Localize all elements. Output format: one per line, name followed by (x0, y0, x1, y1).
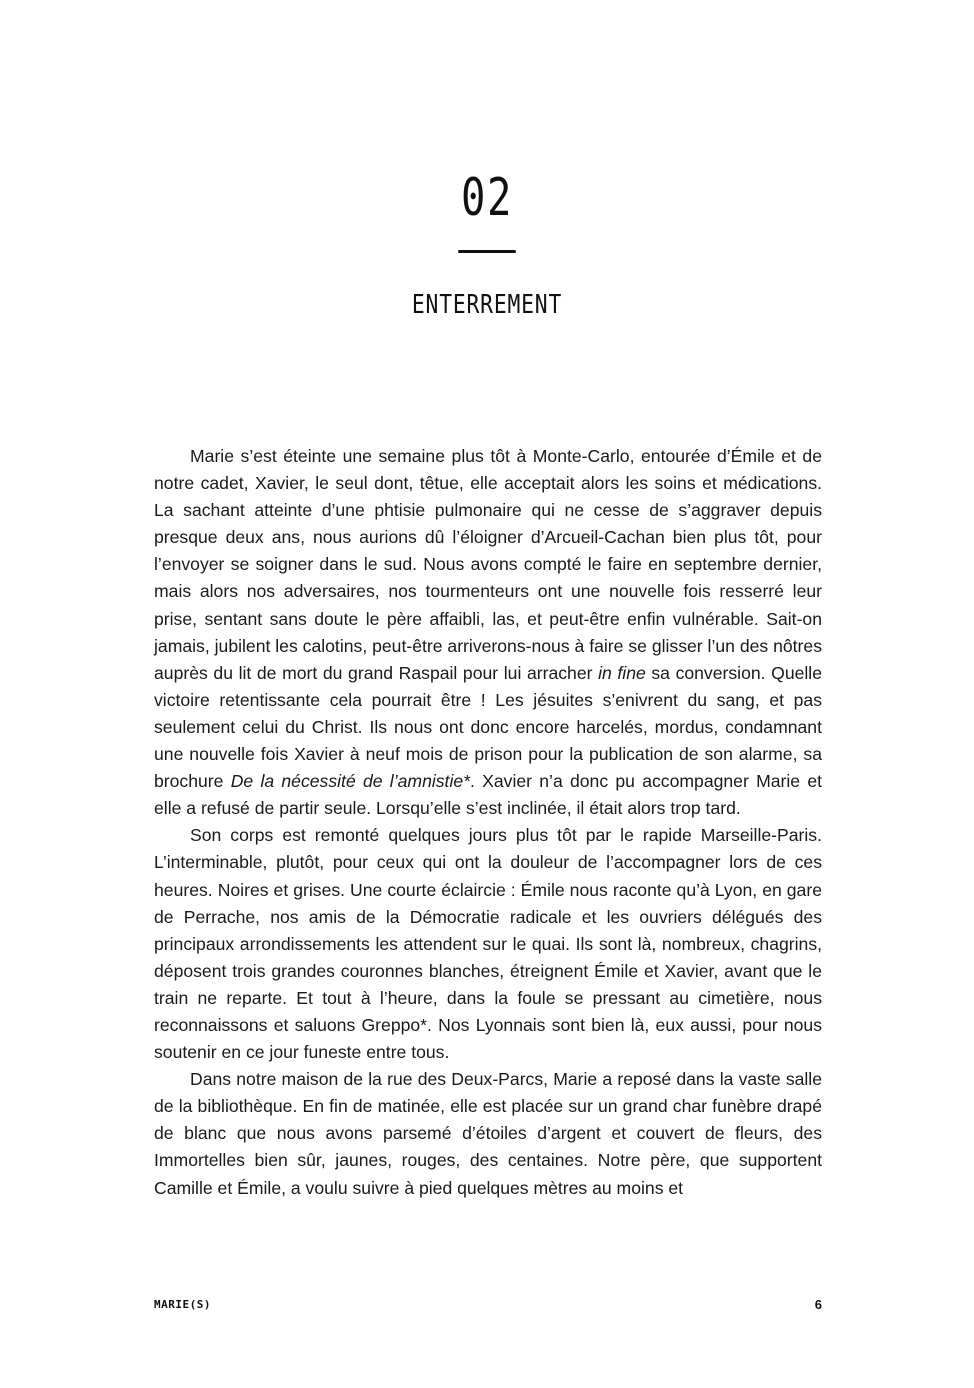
text-segment: Marie s’est éteinte une semaine plus tôt à Monte-Carlo, entourée d’Émile et de notre cadet, Xavier, le seul dont, têtue, elle acceptait alors les soins et médications. La sachant atteinte d’une phtisie pulmonaire qui ne cesse de s’aggraver depuis presque deux ans, nous aurions dû l’éloigner d’Arcueil-Cachan bien plus tôt, pour l’envoyer se soigner dans le sud. Nous avons compté le faire en septembre dernier, mais alors nos adversaires, nos tourmenteurs ont une nouvelle fois resserré leur prise, sentant sans doute le père affaibli, las, et peut-être enfin vulnérable. Sait-on jamais, jubilent les calotins, peut-être arriverons-nous à faire se glisser l’un des nôtres auprès du lit de mort du grand Raspail pour lui arracher (154, 446, 822, 683)
italic-text-segment: in fine (598, 662, 646, 683)
body-text (154, 443, 822, 1202)
paragraph (154, 1066, 822, 1201)
running-footer-title: MARIE(S) (154, 1298, 211, 1311)
italic-text-segment: De la nécessité de l’amnistie* (230, 771, 470, 792)
chapter-divider (458, 250, 516, 253)
page-number: 6 (814, 1297, 822, 1312)
text-segment: . Xavier n’a donc pu accompagner Marie et elle a refusé de partir seule. Lorsqu’elle s’est inclinée, il était alors trop tard. (154, 771, 822, 819)
text-segment: Son corps est remonté quelques jours plus tôt par le rapide Marseille-Paris. L’interminable, plutôt, pour ceux qui ont la douleur de l’accompagner lors de ces heures. Noires et grises. Une courte éclaircie : Émile nous raconte qu’à Lyon, en gare de Perrache, nos amis de la Démocratie radicale et les ouvriers délégués des principaux arrondissements les attendent sur le quai. Ils sont là, nombreux, chagrins, déposent trois grandes couronnes blanches, étreignent Émile et Xavier, avant que le train ne reparte. Et tout à l’heure, dans la foule se pressant au cimetière, nous reconnaissons et saluons Greppo*. Nos Lyonnais sont bien là, eux aussi, pour nous soutenir en ce jour funeste entre tous. (154, 825, 822, 1063)
paragraph (154, 822, 822, 1066)
chapter-number: 02 (461, 168, 513, 228)
chapter-title: ENTERREMENT (411, 290, 563, 320)
text-segment: sa conversion. Quelle victoire retentissante cela pourrait être ! Les jésuites s’enivrent du sang, et pas seulement celui du Christ. Ils nous ont donc encore harcelés, mordus, condamnant une nouvelle fois Xavier à neuf mois de prison pour la publication de son alarme, sa brochure (154, 662, 822, 792)
paragraph (154, 443, 822, 822)
text-segment: Dans notre maison de la rue des Deux-Parcs, Marie a reposé dans la vaste salle de la bibliothèque. En fin de matinée, elle est placée sur un grand char funèbre drapé de blanc que nous avons parsemé d’étoiles d’argent et couvert de fleurs, des Immortelles bien sûr, jaunes, rouges, des centaines. Notre père, que supportent Camille et Émile, a voulu suivre à pied quelques mètres au moins et (154, 1069, 822, 1198)
